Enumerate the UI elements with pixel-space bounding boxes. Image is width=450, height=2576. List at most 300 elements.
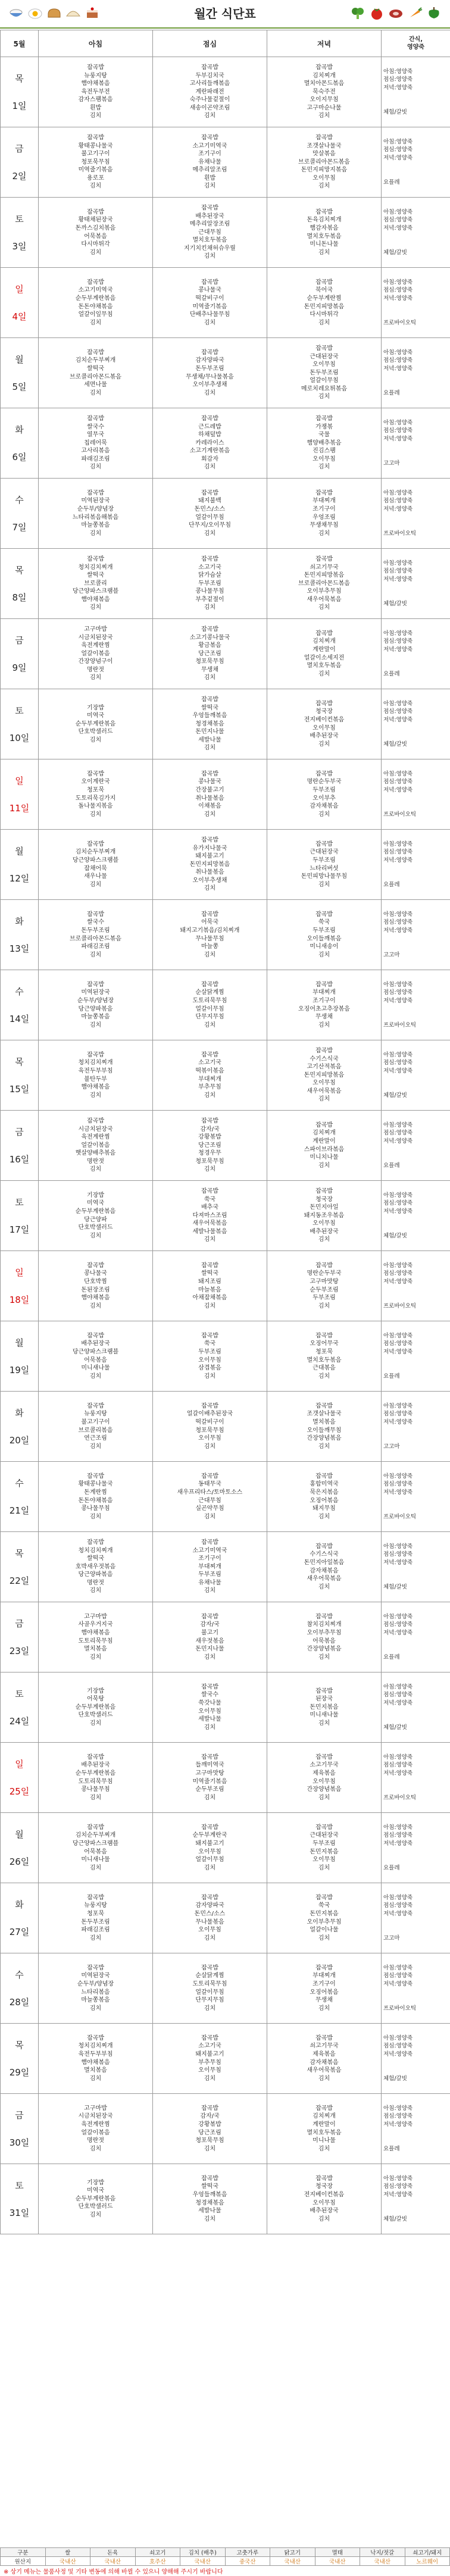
menu-item: 두부조림 (312, 1295, 336, 1302)
snack-spacer (383, 162, 450, 171)
lunch-cell (153, 830, 267, 900)
day-cell (1, 2164, 39, 2234)
menu-item: 간장양념볶음 (307, 1786, 342, 1793)
day-of-week: 금 (15, 1126, 24, 1137)
menu-item: 오이부추무침 (307, 1918, 342, 1925)
day-row (1, 970, 450, 1040)
dinner-cell (267, 1883, 382, 1953)
menu-item: 쌀떡국 (87, 572, 104, 579)
menu-item: 쌀떡국 (201, 2183, 218, 2190)
menu-item: 돈민지볶음 (310, 1848, 339, 1855)
menu-item: 오이무침 (198, 1927, 221, 1934)
menu-item: 고구마맛탕 (310, 1278, 339, 1285)
day-row (1, 1251, 450, 1321)
menu-item: 돈민지볶음 (310, 1703, 339, 1711)
snack-item: 저녁:영양죽 (383, 856, 413, 864)
day-cell (1, 1743, 39, 1813)
menu-item: 콩나물국 (198, 287, 221, 294)
menu-item: 묵은지볶음 (310, 1489, 339, 1496)
menu-item: 돈민스/소스 (194, 1910, 226, 1917)
dinner-cell (267, 57, 382, 127)
menu-item: 두부김치국 (195, 72, 224, 79)
menu-item: 잡곡밥 (315, 2034, 333, 2042)
menu-item: 잡곡밥 (87, 1262, 104, 1269)
menu-item: 간장양념볶음 (307, 1435, 342, 1442)
page-title: 월간 식단표 (194, 7, 256, 21)
menu-item: 도토리묵무침 (78, 1778, 113, 1785)
menu-item: 떡갈비구이 (195, 1418, 224, 1425)
menu-item: 잡곡밥 (201, 2175, 218, 2182)
menu-item: 김치 (204, 1092, 216, 1099)
day-cell (1, 2024, 39, 2094)
snack-item: 점심:영양죽 (383, 1551, 413, 1558)
menu-item: 우엉들깨볶음 (192, 712, 227, 720)
menu-item: 청포묵무침 (195, 2137, 224, 2144)
menu-item: 기장밥 (87, 1687, 104, 1695)
snack-spacer (383, 1856, 450, 1864)
dinner-cell (267, 1181, 382, 1251)
menu-item: 새우젓볶음 (195, 1637, 224, 1645)
menu-item: 김치찌개 (312, 1130, 336, 1137)
snack-item: 아침:영양죽 (383, 1753, 413, 1761)
snack-spacer (383, 1153, 450, 1162)
day-of-week: 목 (15, 73, 24, 84)
lunch-cell (153, 1181, 267, 1251)
food-icons-right (350, 6, 442, 21)
day-date: 18일 (9, 1294, 30, 1305)
day-date: 6일 (12, 451, 27, 462)
menu-item: 소고기국 (198, 564, 221, 571)
menu-item: 수기스식국 (310, 1055, 339, 1062)
menu-item: 잡곡밥 (315, 840, 333, 848)
snack-spacer (383, 2137, 450, 2145)
menu-item: 무생채/무나물볶음 (186, 373, 234, 380)
menu-item: 순살닭계찜 (195, 989, 224, 996)
snack-spacer (383, 1708, 450, 1716)
menu-item: 어묵볶음 (84, 1848, 107, 1855)
dinner-cell (267, 900, 382, 970)
menu-item: 파래김조림 (81, 1927, 110, 1934)
day-cell (1, 1532, 39, 1602)
menu-item: 돼지불고기 (195, 853, 224, 860)
snack-item: 점심:영양죽 (383, 849, 413, 856)
day-row (1, 127, 450, 198)
menu-item: 감자양파국 (195, 1902, 224, 1909)
day-cell (1, 338, 39, 408)
day-row (1, 1672, 450, 1743)
menu-item: 새우어묵볶음 (307, 2067, 342, 2074)
snack-spacer (383, 2067, 450, 2075)
menu-item: 순두부계란볶음 (75, 295, 116, 302)
menu-item: 잡곡밥 (87, 555, 104, 562)
menu-item: 돈두부조림 (81, 927, 110, 934)
menu-item: 미니새나물 (81, 1365, 110, 1372)
snack-spacer (383, 1786, 450, 1794)
menu-item: 명란순두부국 (307, 1270, 342, 1277)
menu-item: 뉴룽지탕 (84, 1411, 107, 1418)
snack-item: 저녁:영양죽 (383, 997, 413, 1004)
day-date: 31일 (9, 2207, 30, 2218)
menu-item: 고구마맛탕 (195, 1770, 224, 1777)
menu-item: 오이무침 (198, 1848, 221, 1855)
snack-item: 저녁:영양죽 (383, 1770, 413, 1777)
day-of-week: 금 (15, 634, 24, 646)
menu-item: 배추된장국 (195, 212, 224, 220)
breakfast-cell (39, 268, 153, 338)
day-date: 11일 (9, 802, 30, 814)
menu-item: 잡곡밥 (201, 1187, 218, 1195)
menu-item: 오이지무침 (310, 96, 339, 104)
menu-item: 당근양파볶음 (78, 1005, 113, 1012)
snack-spacer (383, 1918, 450, 1927)
day-cell (1, 549, 39, 619)
snack-cell (382, 57, 450, 127)
menu-item: 세면나물 (84, 382, 107, 389)
snack-item: 점심:영양죽 (383, 2183, 413, 2190)
menu-item: 불탄두부 (84, 1076, 107, 1083)
menu-item: 햄야채볶음 (81, 80, 110, 87)
menu-item: 청치김치찌개 (78, 564, 113, 571)
menu-item: 무생채 (315, 1014, 333, 1021)
day-date: 27일 (9, 1926, 30, 1937)
snack-item: 체험/갈빗 (383, 108, 407, 115)
menu-item: 청포묵 (315, 1348, 333, 1355)
snack-cell (382, 2094, 450, 2164)
menu-item: 당근양파스크램블 (72, 588, 119, 595)
snack-spacer (383, 92, 450, 101)
breakfast-cell (39, 1321, 153, 1392)
menu-item: 도토리묵무침 (192, 997, 227, 1004)
menu-item: 김치순두부찌개 (75, 357, 116, 364)
menu-item: 햄야채볶음 (81, 1295, 110, 1302)
dinner-cell (267, 1040, 382, 1111)
lunch-cell (153, 1462, 267, 1532)
menu-item: 돈된장조림 (81, 1286, 110, 1293)
menu-item: 근드레밥 (198, 423, 221, 430)
day-date: 28일 (9, 1996, 30, 2008)
menu-item: 오이무침 (312, 1080, 336, 1087)
snack-item: 아침:영양죽 (383, 1894, 413, 1901)
breakfast-cell (39, 2164, 153, 2234)
menu-item: 근대무침 (198, 1497, 221, 1504)
menu-item: 멸치아몬드볶음 (304, 80, 345, 87)
menu-item: 명란젓 (87, 1158, 104, 1165)
menu-item: 청포묵 (87, 1910, 104, 1917)
dinner-cell (267, 1462, 382, 1532)
snack-spacer (383, 240, 450, 249)
snack-item: 저녁:영양죽 (383, 927, 413, 934)
snack-item: 점심:영양죽 (383, 1130, 413, 1137)
origin-value: 중국산 (225, 2557, 270, 2566)
day-of-week: 월 (15, 1337, 24, 1348)
menu-item: 김치 (318, 1236, 330, 1243)
menu-item: 들깨미역국 (195, 1762, 224, 1769)
menu-item: 오이부추생채 (192, 877, 227, 884)
menu-item: 새우나물 (84, 873, 107, 880)
snack-spacer (383, 233, 450, 241)
snack-cell (382, 1321, 450, 1392)
snack-item: 요플레 (383, 1653, 400, 1661)
menu-item: 도토리묵김가지 (75, 795, 116, 802)
snack-item: 저녁:영양죽 (383, 1980, 413, 1987)
menu-item: 돼지불고기 (195, 2050, 224, 2058)
snack-item: 아침:영양죽 (383, 68, 413, 75)
menu-item: 김치 (89, 604, 102, 611)
snack-item: 저녁:영양죽 (383, 84, 413, 91)
menu-item: 잡곡밥 (201, 1402, 218, 1409)
menu-item: 김치 (204, 530, 216, 537)
rice-bowl-icon (8, 6, 24, 20)
menu-item: 김치 (89, 2145, 102, 2152)
snack-item: 아침:영양죽 (383, 1192, 413, 1199)
menu-item: 미니치나물 (310, 1154, 339, 1161)
menu-item: 김치 (89, 736, 102, 743)
menu-item: 김치 (318, 951, 330, 958)
lunch-cell (153, 1602, 267, 1672)
menu-item: 돈두부조림 (310, 369, 339, 376)
menu-item: 김치 (89, 183, 102, 190)
menu-item: 황태콩나물국 (78, 142, 113, 149)
menu-item: 잡곡밥 (201, 1964, 218, 1971)
snack-cell (382, 268, 450, 338)
breakfast-cell (39, 1743, 153, 1813)
menu-item: 오이무침 (312, 2199, 336, 2206)
menu-item: 멸치호두볶음 (307, 233, 342, 240)
menu-item: 잡곡밥 (201, 981, 218, 988)
snack-item: 점심:영양죽 (383, 1059, 413, 1067)
menu-item: 순두부계란볶음 (75, 1703, 116, 1711)
snack-item: 점심:영양죽 (383, 217, 413, 224)
snack-cell (382, 479, 450, 549)
menu-item: 다시마튀각 (310, 311, 339, 318)
dinner-cell (267, 1392, 382, 1462)
menu-item: 돼지고기볶음/김치찌개 (180, 927, 240, 934)
day-cell (1, 1953, 39, 2024)
menu-item: 단배추나물무침 (189, 311, 230, 318)
menu-item: 미니새나물 (81, 1856, 110, 1864)
menu-item: 콩나물무침 (81, 1505, 110, 1512)
breakfast-cell (39, 2094, 153, 2164)
menu-item: 당근조림 (198, 1142, 221, 1149)
snack-spacer (383, 1497, 450, 1505)
menu-item: 청포묵무침 (81, 158, 110, 165)
menu-item: 잡곡밥 (201, 1332, 218, 1339)
menu-item: 돼지동조우볶음 (304, 1212, 345, 1219)
menu-item: 부대찌개 (312, 1972, 336, 1980)
menu-item: 파래김조림 (81, 455, 110, 462)
menu-item: 멸치볶음 (312, 1418, 336, 1425)
snack-header-line2: 영양죽 (407, 44, 424, 51)
snack-item: 저녁:영양죽 (383, 1348, 413, 1355)
menu-item: 김치 (204, 1166, 216, 1173)
menu-item: 김치 (318, 464, 330, 471)
menu-item: 마늘쫑 (201, 943, 218, 951)
menu-item: 오이들깨무침 (307, 1427, 342, 1434)
menu-item: 감자채볶음 (310, 803, 339, 810)
dinner-cell (267, 2024, 382, 2094)
menu-item: 조기구이 (198, 1555, 221, 1562)
menu-item: 김치 (89, 2005, 102, 2012)
snack-item: 아침:영양죽 (383, 208, 413, 215)
menu-item: 김치 (204, 112, 216, 120)
snack-spacer (383, 1505, 450, 1513)
menu-item: 김치 (204, 2075, 216, 2082)
snack-cell (382, 1532, 450, 1602)
menu-item: 얼갈이무침 (195, 1856, 224, 1864)
menu-item: 황태콩나물국 (78, 1481, 113, 1488)
menu-item: 미역된장국 (81, 989, 110, 996)
menu-item: 얼갈이소세지전 (304, 654, 345, 661)
menu-item: 김치 (318, 1720, 330, 1727)
menu-item: 김치 (204, 1236, 216, 1243)
menu-item: 홍합미역국 (310, 1481, 339, 1488)
menu-item: 잡곡밥 (87, 911, 104, 918)
menu-item: 잡곡밥 (315, 1687, 333, 1695)
day-row (1, 1532, 450, 1602)
day-row (1, 1813, 450, 1883)
menu-item: 취나물볶음 (195, 795, 224, 802)
menu-item: 김치 (318, 393, 330, 401)
snack-spacer (383, 1076, 450, 1084)
menu-item: 간장양념구이 (78, 658, 113, 665)
menu-item: 김치 (204, 1934, 216, 1942)
lunch-cell (153, 1953, 267, 2024)
origin-value: 국내산 (315, 2557, 360, 2566)
menu-item: 돈민지피망볶음 (304, 572, 345, 579)
menu-item: 잡곡밥 (87, 1539, 104, 1546)
menu-item: 부대찌개 (198, 1076, 221, 1083)
day-row (1, 338, 450, 408)
menu-item: 오징어무국 (310, 1340, 339, 1348)
menu-item: 김치 (204, 1513, 216, 1520)
menu-item: 잡곡밥 (315, 64, 333, 71)
snack-item: 체험/갈빗 (383, 1092, 407, 1099)
day-row (1, 1602, 450, 1672)
dinner-cell (267, 127, 382, 198)
menu-item: 김치 (318, 249, 330, 256)
menu-item: 무생채무침 (310, 522, 339, 529)
snack-spacer (383, 732, 450, 740)
dinner-cell (267, 2164, 382, 2234)
menu-item: 오징어볶음 (310, 1989, 339, 1996)
menu-item: 김치순두부찌개 (75, 849, 116, 856)
food-icons-left (8, 6, 100, 21)
day-of-week: 목 (15, 1548, 24, 1559)
menu-item: 잡곡밥 (201, 1539, 218, 1546)
dinner-cell (267, 1953, 382, 2024)
menu-item: 잡곡밥 (201, 1117, 218, 1124)
menu-item: 육전계란찜 (81, 642, 110, 649)
day-row (1, 900, 450, 970)
breakfast-cell (39, 479, 153, 549)
menu-item: 김치 (318, 1794, 330, 1801)
day-of-week: 수 (15, 1477, 24, 1489)
menu-item: 청치김치찌개 (78, 1059, 113, 1067)
menu-item: 김치 (204, 1302, 216, 1309)
menu-item: 잡곡밥 (201, 911, 218, 918)
menu-item: 계란말이 (312, 646, 336, 653)
origin-label-row (1, 2548, 450, 2557)
day-date: 23일 (9, 1645, 30, 1656)
day-date: 16일 (9, 1153, 30, 1165)
menu-body (1, 57, 450, 2234)
snack-spacer (383, 1575, 450, 1583)
snack-spacer (383, 1013, 450, 1021)
menu-item: 어묵볶음 (84, 1356, 107, 1364)
breakfast-cell (39, 57, 153, 127)
breakfast-cell (39, 1040, 153, 1111)
menu-item: 계란파래전 (195, 88, 224, 95)
day-row (1, 479, 450, 549)
dinner-cell (267, 1672, 382, 1743)
menu-item: 회감자 (201, 455, 218, 462)
menu-item: 얼갈이잎무침 (78, 311, 113, 318)
menu-item: 잡곡밥 (315, 208, 333, 215)
menu-item: 김치 (204, 2215, 216, 2222)
snack-item: 고고마 (383, 1934, 400, 1942)
tomato-icon (369, 6, 385, 20)
menu-item: 당근양파스크램블 (72, 856, 119, 864)
menu-item: 미역줄기볶음 (78, 167, 113, 174)
snack-spacer (383, 521, 450, 530)
day-of-week: 토 (15, 705, 24, 716)
menu-item: 잡곡밥 (87, 349, 104, 356)
menu-item: 잡곡밥 (201, 349, 218, 356)
menu-item: 잡곡밥 (201, 770, 218, 777)
day-cell (1, 2094, 39, 2164)
menu-item: 햄감자볶음 (310, 224, 339, 232)
menu-item: 용로포 (87, 174, 104, 182)
menu-item: 명란젓 (87, 2137, 104, 2144)
snack-item: 점심:영양죽 (383, 919, 413, 926)
snack-spacer (383, 1005, 450, 1014)
snack-cell (382, 1743, 450, 1813)
dinner-cell (267, 549, 382, 619)
day-cell (1, 689, 39, 759)
dinner-cell (267, 1111, 382, 1181)
snack-cell (382, 127, 450, 198)
menu-item: 가쟁볶 (315, 423, 333, 430)
day-of-week: 월 (15, 354, 24, 365)
breakfast-cell (39, 1392, 153, 1462)
snack-item: 아침:영양죽 (383, 981, 413, 988)
day-of-week: 목 (15, 1056, 24, 1067)
menu-item: 소고기미역국 (192, 1547, 227, 1554)
menu-item: 유가지나물국 (192, 845, 227, 852)
menu-item: 김치 (204, 1653, 216, 1661)
snack-item: 체험/갈빗 (383, 2215, 407, 2222)
menu-item: 김치 (318, 604, 330, 611)
snack-spacer (383, 1996, 450, 2005)
lunch-cell (153, 2164, 267, 2234)
menu-item: 얼갈이볶음 (81, 2129, 110, 2136)
menu-item: 잡곡밥 (87, 1894, 104, 1901)
breakfast-cell (39, 1532, 153, 1602)
menu-item: 잡곡밥 (201, 1894, 218, 1901)
origin-label: 닭고기 (270, 2548, 315, 2557)
menu-item: 감자양파국 (195, 357, 224, 364)
menu-item: 소고기무국 (310, 1762, 339, 1769)
menu-item: 유채나물 (198, 1579, 221, 1586)
menu-item: 부추겉절이 (195, 596, 224, 603)
snack-spacer (383, 451, 450, 459)
day-row (1, 1462, 450, 1532)
menu-item: 고구마밥 (84, 2105, 107, 2112)
breakfast-cell (39, 1672, 153, 1743)
menu-item: 하채덮밥 (198, 432, 221, 439)
origin-label: 쇠고기/돼지 (405, 2548, 450, 2557)
menu-item: 도토리묵무침 (192, 1980, 227, 1987)
